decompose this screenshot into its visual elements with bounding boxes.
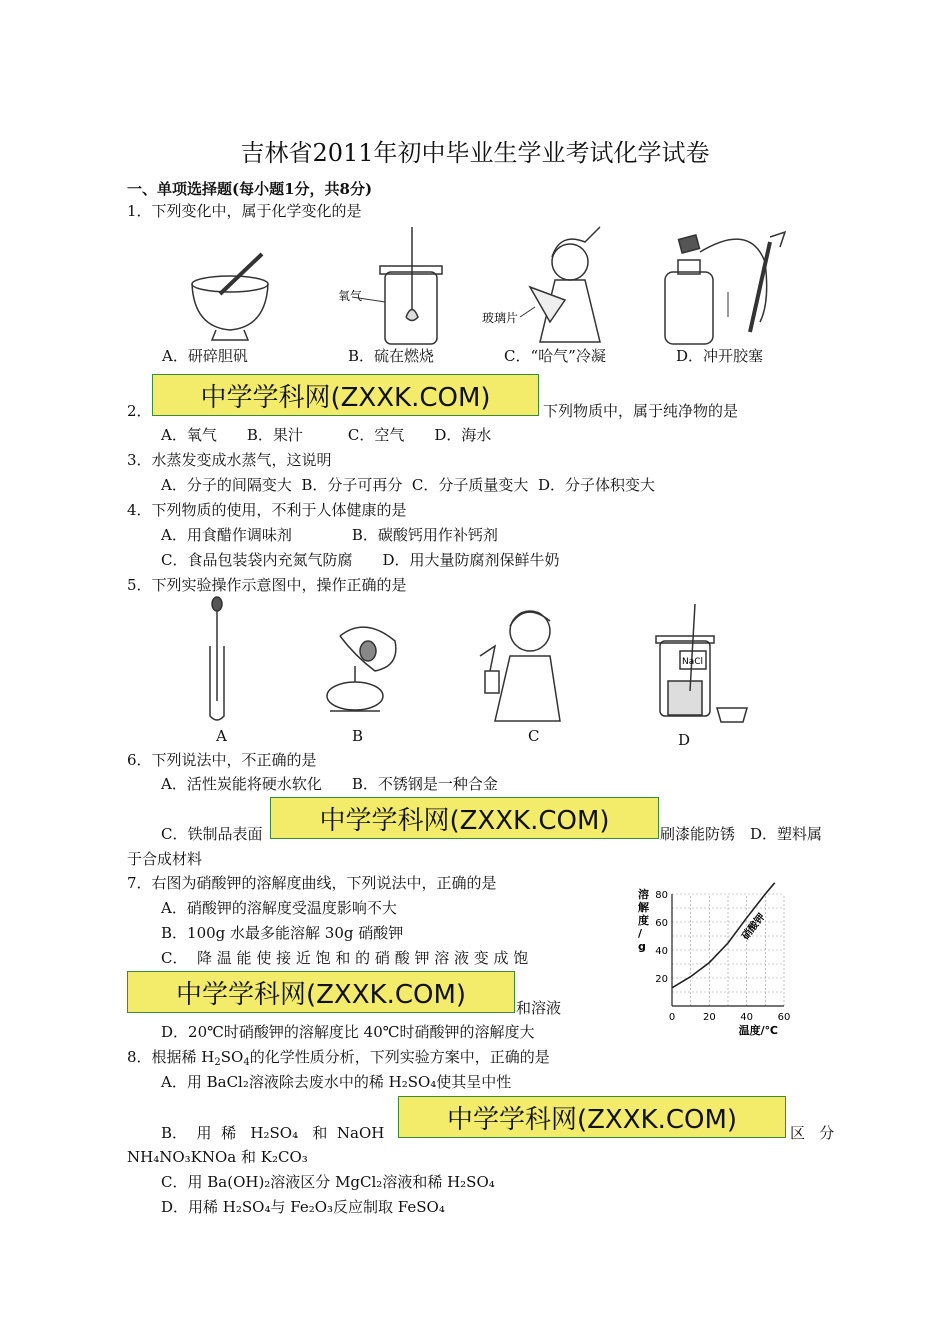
q1-caption-c: C．“哈气”冷凝	[504, 347, 606, 365]
q8-stem-end: 的化学性质分析，下列实验方案中，正确的是	[249, 1048, 550, 1066]
test-tube-figure	[210, 597, 224, 720]
q8-so4: SO	[220, 1048, 244, 1066]
q3-stem: 3．水蒸发变成水蒸气，这说明	[127, 451, 332, 469]
q4-stem: 4．下列物质的使用，不利于人体健康的是	[127, 501, 407, 519]
label-glass: 玻璃片	[482, 311, 519, 325]
q5-figures	[190, 596, 750, 726]
solubility-chart	[630, 880, 800, 1044]
girl-figure	[520, 227, 600, 342]
q8-subscript-4: 4	[243, 1057, 250, 1068]
q7-option-c-start: C． 降 温 能 使 接 近 饱 和 的 硝 酸 钾 溶 液 变 成 饱	[161, 949, 529, 967]
y-tick-label: 60	[655, 918, 668, 929]
q7-option-a: A．硝酸钾的溶解度受温度影响不大	[161, 899, 397, 917]
q1-caption-d: D．冲开胶塞	[676, 347, 764, 365]
alcohol-lamp-figure	[327, 627, 396, 711]
gas-jar-figure	[352, 227, 442, 344]
y-axis-label-char: 解	[638, 901, 649, 914]
q8-option-b-start: B． 用 稀 H₂SO₄ 和 NaOH	[161, 1124, 385, 1142]
q7-stem: 7．右图为硝酸钾的溶解度曲线，下列说法中，正确的是	[127, 874, 497, 892]
q6-option-c-start: C．铁制品表面	[161, 825, 263, 843]
q1-caption-b: B．硫在燃烧	[348, 347, 435, 365]
q8-subscript-2: 2	[214, 1057, 221, 1068]
label-oxygen: 氧气	[338, 289, 363, 303]
q8-option-b-continued: NH₄NO₃KNOa 和 K₂CO₃	[127, 1148, 308, 1166]
q8-option-c: C．用 Ba(OH)₂溶液区分 MgCl₂溶液和稀 H₂SO₄	[161, 1173, 495, 1191]
q6-options-ab: A．活性炭能将硬水软化 B．不锈钢是一种合金	[161, 775, 498, 793]
q8-stem	[127, 1047, 550, 1067]
q2-stem: 下列物质中，属于纯净物的是	[543, 402, 739, 420]
series-line-kno3	[672, 883, 775, 988]
q7-option-d: D．20℃时硝酸钾的溶解度比 40℃时硝酸钾的溶解度大	[161, 1023, 535, 1041]
q5-caption-a: A	[216, 727, 227, 745]
q7-option-c-end: 和溶液	[516, 999, 562, 1017]
watermark-banner: 中学学科网(ZXXK.COM)	[127, 971, 515, 1013]
q3-options: A．分子的间隔变大 B．分子可再分 C．分子质量变大 D．分子体积变大	[161, 476, 655, 494]
q5-caption-b: B	[352, 727, 364, 745]
x-tick-label: 60	[777, 1012, 791, 1023]
section-heading: 一、单项选择题(每小题1分，共8分)	[127, 180, 373, 198]
y-axis-label-char: g	[638, 940, 646, 953]
y-tick-label: 20	[655, 974, 668, 985]
q6-stem: 6．下列说法中，不正确的是	[127, 751, 317, 769]
y-tick-label: 80	[655, 890, 668, 901]
y-axis-label-char: 溶	[638, 888, 649, 901]
q1-caption-a: A．研碎胆矾	[162, 347, 248, 365]
q5-caption-c: C	[528, 727, 540, 745]
q1-stem: 1．下列变化中，属于化学变化的是	[127, 202, 362, 220]
q6-option-c-end: 刷漆能防锈 D．塑料属	[660, 825, 823, 843]
mortar-figure	[192, 254, 268, 340]
q6-option-d-continued: 于合成材料	[127, 850, 203, 868]
q7-option-b: B．100g 水最多能溶解 30g 硝酸钾	[161, 924, 404, 942]
boy-figure	[480, 611, 560, 721]
q4-options-ab: A．用食醋作调味剂 B．碳酸钙用作补钙剂	[161, 526, 498, 544]
x-tick-label: 0	[668, 1012, 676, 1023]
y-tick-label: 40	[655, 946, 668, 957]
q2-options: A．氧气 B．果汁 C．空气 D．海水	[161, 426, 492, 444]
watermark-banner: 中学学科网(ZXXK.COM)	[270, 797, 659, 839]
label-nacl: NaCl	[682, 657, 704, 667]
bottle-pump-figure	[665, 232, 785, 344]
y-axis-label-char: 度	[638, 914, 649, 927]
q8-option-d: D．用稀 H₂SO₄与 Fe₂O₃反应制取 FeSO₄	[161, 1198, 445, 1216]
y-axis-label-char: /	[638, 927, 643, 940]
q8-option-b-end: 区 分	[790, 1124, 835, 1142]
page-title: 吉林省2011年初中毕业生学业考试化学试卷	[240, 139, 710, 167]
q5-stem: 5．下列实验操作示意图中，操作正确的是	[127, 576, 407, 594]
q8-stem-start: 8．根据稀 H	[127, 1048, 215, 1066]
watermark-banner: 中学学科网(ZXXK.COM)	[398, 1096, 786, 1138]
q5-caption-d: D	[678, 731, 691, 749]
watermark-banner: 中学学科网(ZXXK.COM)	[152, 374, 539, 416]
q4-options-cd: C．食品包装袋内充氮气防腐 D．用大量防腐剂保鲜牛奶	[161, 551, 560, 569]
q2-number: 2．	[127, 402, 152, 420]
series-label: 硝酸钾	[740, 911, 768, 943]
x-axis-label: 温度/℃	[738, 1024, 778, 1037]
q8-option-a: A．用 BaCl₂溶液除去废水中的稀 H₂SO₄使其呈中性	[161, 1073, 512, 1091]
x-tick-label: 40	[740, 1012, 754, 1023]
x-tick-label: 20	[702, 1012, 716, 1023]
